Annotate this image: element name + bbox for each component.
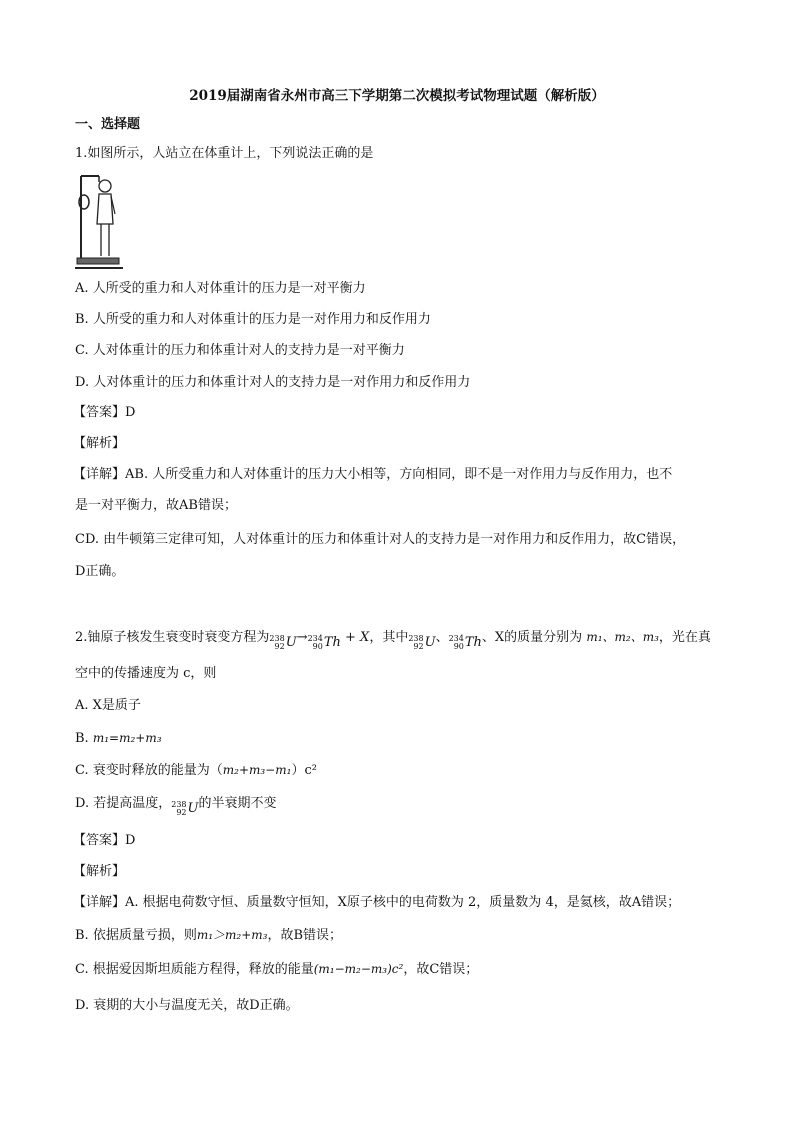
q2-stem-post: 、X的质量分别为	[481, 630, 583, 645]
plus-x: + X	[340, 630, 370, 645]
q2-analysis-label: 【解析】	[73, 864, 126, 879]
th-charge-number: 90	[312, 642, 323, 651]
u-mass-number: 238	[269, 634, 285, 643]
person-on-scale-figure	[75, 172, 125, 270]
th-ref-mass: 234	[448, 634, 464, 643]
separator: 、	[435, 630, 449, 645]
th-symbol: Th	[323, 635, 341, 650]
q1-stem: 1.如图所示，人站立在体重计上，下列说法正确的是	[75, 146, 374, 161]
q2-stem-mid: ，其中	[369, 630, 409, 645]
q2-option-c-formula: m₂+m₃−m₁	[222, 763, 292, 777]
q2-detail-b-post: ，故B错误；	[267, 928, 343, 943]
q2-detail-c-formula: (m₁−m₂−m₃)c²	[313, 962, 404, 976]
q2-detail-b-pre: B. 依据质量亏损，则	[75, 928, 197, 943]
th-ref-symbol: Th	[464, 635, 482, 650]
u-ref-charge: 92	[413, 642, 424, 651]
q2-detail-b	[75, 926, 342, 945]
q2-option-d	[75, 795, 277, 818]
q2-option-c	[75, 761, 317, 780]
q2-option-d-post: 的半衰期不变	[198, 796, 277, 811]
q2-detail-c-pre: C. 根据爱因斯坦质能方程得，释放的能量	[75, 962, 314, 977]
uranium-nuclide-ref	[408, 634, 435, 652]
u-ref-mass: 238	[408, 634, 424, 643]
uranium-nuclide-d	[171, 800, 198, 818]
u-d-charge: 92	[176, 808, 187, 817]
q2-detail-c	[75, 960, 478, 979]
u-ref-symbol: U	[424, 635, 436, 650]
q1-detail-1b: 是一对平衡力，故AB错误；	[75, 498, 237, 513]
q2-option-c-pre: C. 衰变时释放的能量为（	[75, 763, 223, 778]
q2-option-b	[75, 729, 162, 748]
u-symbol: U	[285, 635, 297, 650]
q2-stem	[75, 628, 711, 652]
q2-option-d-pre: D. 若提高温度，	[75, 796, 172, 811]
q1-analysis-label: 【解析】	[73, 436, 126, 451]
q2-stem-end: ，光在真	[658, 630, 711, 645]
th-mass-number: 234	[307, 634, 323, 643]
q1-option-b: B. 人所受的重力和人对体重计的压力是一对作用力和反作用力	[75, 312, 431, 327]
arrow: →	[296, 630, 308, 645]
q2-detail-c-post: ，故C错误；	[403, 962, 479, 977]
section-heading: 一、选择题	[75, 117, 141, 132]
q2-answer: 【答案】D	[73, 833, 136, 848]
q2-option-a: A. X是质子	[75, 698, 141, 713]
q2-option-b-label: B.	[75, 731, 89, 746]
q2-masses: m₁、m₂、m₃	[586, 630, 659, 644]
u-d-mass: 238	[171, 800, 187, 809]
u-d-symbol: U	[187, 801, 199, 816]
q1-option-c: C. 人对体重计的压力和体重计对人的支持力是一对平衡力	[75, 343, 405, 358]
q1-detail-2a: CD. 由牛顿第三定律可知，人对体重计的压力和体重计对人的支持力是一对作用力和反作用力，故C错误，	[75, 532, 686, 547]
q2-detail-a: 【详解】A. 根据电荷数守恒、质量数守恒知，X原子核中的电荷数为 2，质量数为 4，是氦核，故A错误；	[73, 895, 681, 910]
q2-detail-b-formula: m₁＞m₂+m₃	[196, 928, 268, 942]
q2-detail-d: D. 衰期的大小与温度无关，故D正确。	[75, 998, 299, 1013]
q1-answer: 【答案】D	[73, 405, 136, 420]
document-title: 2019届湖南省永州市高三下学期第二次模拟考试物理试题（解析版）	[189, 88, 605, 104]
u-charge-number: 92	[274, 642, 285, 651]
q1-option-a: A. 人所受的重力和人对体重计的压力是一对平衡力	[75, 281, 366, 296]
q2-option-c-post: ）c²	[291, 763, 317, 778]
q2-stem-line2: 空中的传播速度为 c，则	[75, 666, 217, 681]
uranium-nuclide	[269, 634, 296, 652]
q2-option-b-formula: m₁=m₂+m₃	[92, 731, 162, 745]
q1-detail-2b: D正确。	[75, 564, 125, 579]
thorium-nuclide-ref	[449, 634, 482, 652]
q2-stem-pre: 2.铀原子核发生衰变时衰变方程为	[75, 630, 270, 645]
th-ref-charge: 90	[453, 642, 464, 651]
q1-detail-1a: 【详解】AB. 人所受重力和人对体重计的压力大小相等，方向相同，即不是一对作用力与反作用力，也不	[73, 467, 673, 482]
thorium-nuclide	[308, 634, 341, 652]
q1-option-d: D. 人对体重计的压力和体重计对人的支持力是一对作用力和反作用力	[75, 375, 471, 390]
